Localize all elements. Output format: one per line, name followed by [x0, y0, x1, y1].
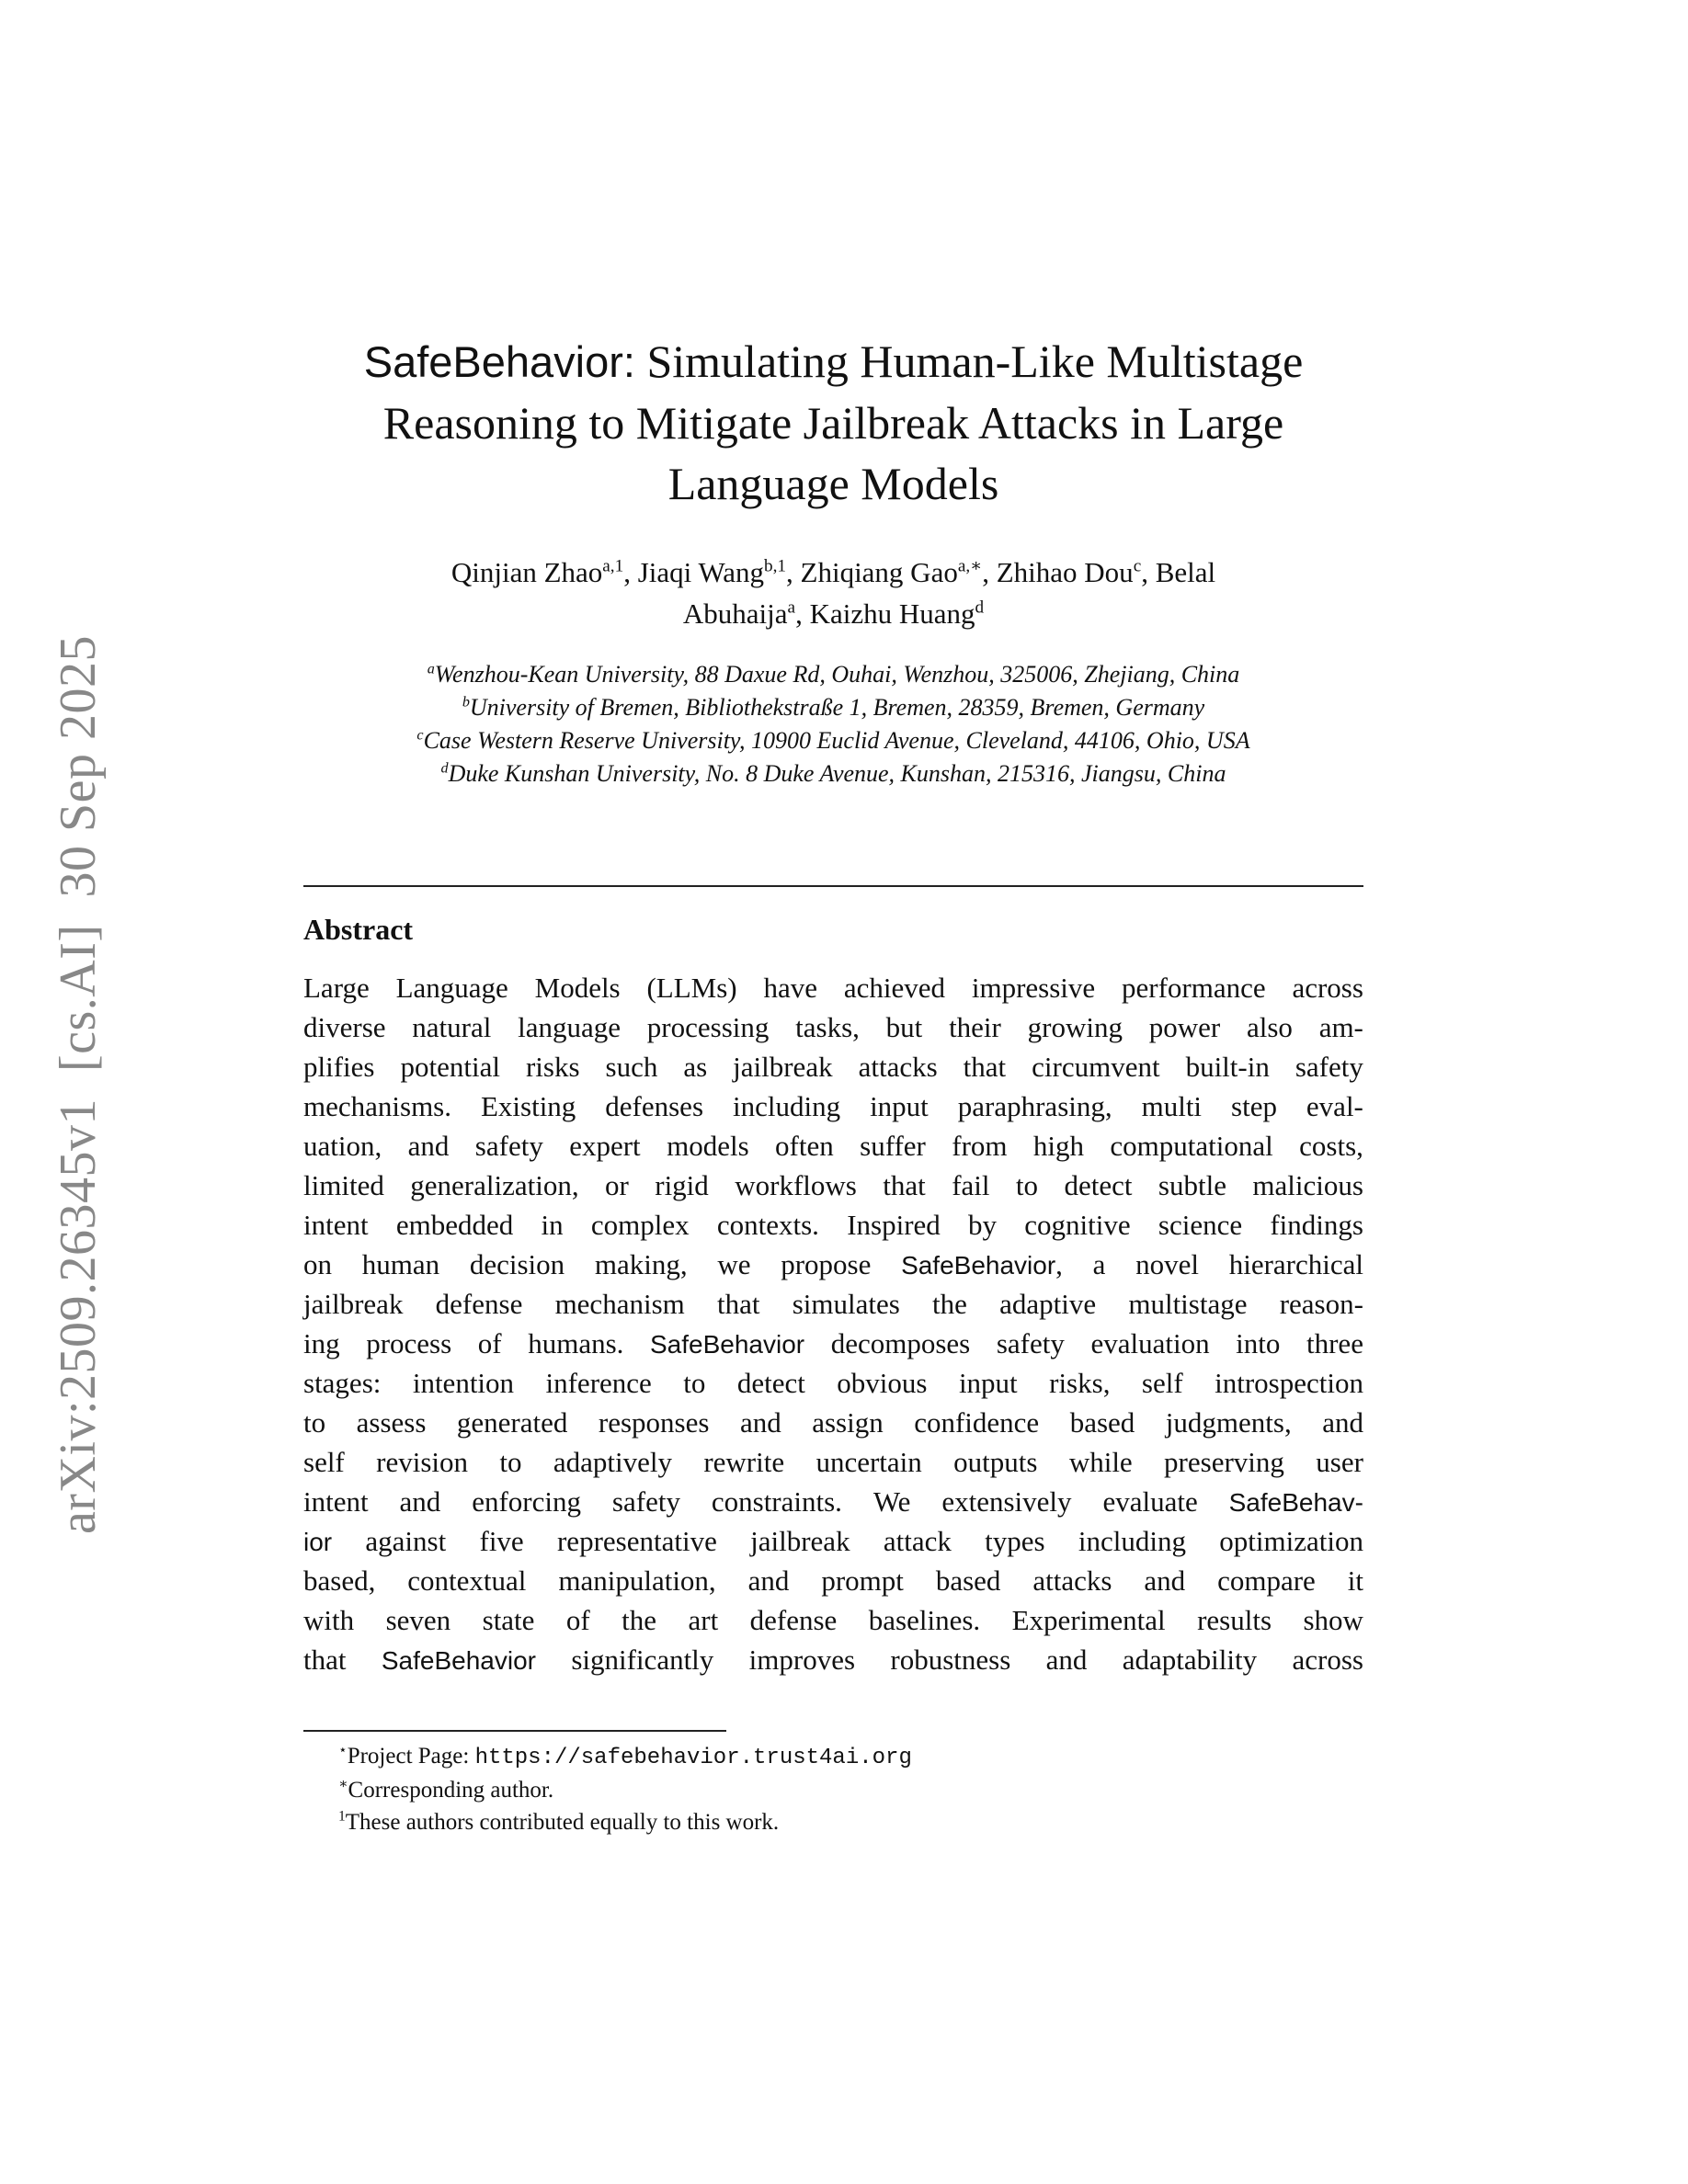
word: defenses: [605, 1090, 704, 1122]
word: jailbreak: [750, 1525, 850, 1557]
abstract-line: [303, 1561, 1363, 1600]
word: intention: [412, 1367, 515, 1399]
word: eval-: [1306, 1090, 1363, 1122]
word: safety: [474, 1130, 543, 1162]
affiliation: [303, 724, 1363, 757]
word: user: [1316, 1446, 1363, 1478]
word: humans.: [528, 1327, 624, 1359]
word: and: [1045, 1644, 1088, 1676]
author-affil-mark: c: [1133, 556, 1142, 576]
word: art: [688, 1604, 719, 1636]
footnote-mark: ∗: [338, 1776, 348, 1792]
author-sep: , Belal: [1141, 556, 1216, 588]
word: built-in: [1185, 1051, 1270, 1083]
word: to: [303, 1406, 326, 1439]
word: tasks,: [795, 1011, 860, 1043]
word: improves: [748, 1644, 856, 1676]
affiliation-mark: c: [416, 727, 424, 744]
word: Experimental: [1011, 1604, 1166, 1636]
word: generated: [456, 1406, 568, 1439]
abstract-line: [303, 1521, 1363, 1561]
word: show: [1303, 1604, 1363, 1636]
word: safety: [611, 1485, 680, 1518]
author-affil-mark: a,∗: [957, 556, 983, 576]
word: ing: [303, 1327, 340, 1359]
word: jailbreak: [303, 1288, 404, 1320]
word: costs,: [1299, 1130, 1363, 1162]
arxiv-identifier: arXiv:2509.26345v1 [cs.AI] 30 Sep 2025: [50, 634, 107, 1535]
word: but: [885, 1011, 923, 1043]
word: on: [303, 1248, 332, 1280]
word: high: [1032, 1130, 1085, 1162]
word: cognitive: [1024, 1209, 1131, 1241]
word: We: [873, 1485, 911, 1518]
word: preserving: [1164, 1446, 1284, 1478]
word: as: [683, 1051, 708, 1083]
word: expert: [569, 1130, 641, 1162]
word: outputs: [953, 1446, 1038, 1478]
word: optimization: [1219, 1525, 1363, 1557]
word: input: [870, 1090, 929, 1122]
affiliation-text: Wenzhou-Kean University, 88 Daxue Rd, Ouhai, Wenzhou, 325006, Zhejiang, China: [434, 661, 1240, 688]
abstract-line: [303, 1047, 1363, 1086]
affiliation-list: [303, 658, 1363, 791]
word: prompt: [821, 1564, 904, 1597]
author-list: [303, 552, 1363, 634]
word: Inspired: [847, 1209, 941, 1241]
word: impressive: [971, 972, 1096, 1004]
word: manipulation,: [558, 1564, 716, 1597]
author-affil-mark: a,1: [602, 556, 624, 576]
word: obvious: [837, 1367, 928, 1399]
word: five: [479, 1525, 524, 1557]
word: complex: [590, 1209, 690, 1241]
word: decomposes: [830, 1327, 971, 1359]
word: to: [1015, 1169, 1039, 1201]
word: intent: [303, 1209, 369, 1241]
word: diverse: [303, 1011, 386, 1043]
word: adaptive: [999, 1288, 1097, 1320]
word: judgments,: [1165, 1406, 1292, 1439]
affiliation-mark: b: [462, 694, 470, 711]
word: to: [683, 1367, 706, 1399]
word: simulates: [792, 1288, 900, 1320]
word: input: [958, 1367, 1018, 1399]
word: contextual: [407, 1564, 527, 1597]
section-divider: [303, 885, 1363, 887]
word: representative: [556, 1525, 717, 1557]
title-line-3: Language Models: [667, 458, 999, 509]
word: and: [399, 1485, 441, 1518]
affiliation: [303, 658, 1363, 691]
word: that: [883, 1169, 926, 1201]
word: evaluation: [1090, 1327, 1210, 1359]
word: performance: [1122, 972, 1266, 1004]
footnote-text: Corresponding author.: [348, 1778, 554, 1803]
method-name: SafeBehavior: [381, 1646, 536, 1675]
word: including: [732, 1090, 841, 1122]
word: from: [952, 1130, 1008, 1162]
word: their: [949, 1011, 1001, 1043]
author-name: Zhiqiang Gao: [800, 556, 958, 588]
word: language: [518, 1011, 622, 1043]
word: paraphrasing,: [957, 1090, 1112, 1122]
word: robustness: [890, 1644, 1011, 1676]
word: also: [1246, 1011, 1293, 1043]
word: extensively: [941, 1485, 1072, 1518]
word: risks: [525, 1051, 580, 1083]
word: multistage: [1128, 1288, 1248, 1320]
word: state: [482, 1604, 535, 1636]
word: step: [1231, 1090, 1277, 1122]
word: models: [667, 1130, 749, 1162]
word: assess: [356, 1406, 427, 1439]
word: with: [303, 1604, 355, 1636]
word: across: [1292, 1644, 1363, 1676]
footnote-divider: [303, 1730, 726, 1732]
word: significantly: [571, 1644, 714, 1676]
abstract-line: [303, 1442, 1363, 1482]
abstract-line: [303, 1126, 1363, 1166]
footnote-mark: 1: [338, 1808, 346, 1825]
abstract-line: [303, 1403, 1363, 1442]
word: propose: [781, 1248, 872, 1280]
title-line-2: Reasoning to Mitigate Jailbreak Attacks in Large: [382, 397, 1284, 449]
word: rewrite: [703, 1446, 785, 1478]
method-name: ior: [303, 1528, 333, 1556]
affiliation: [303, 691, 1363, 724]
word: suffer: [860, 1130, 926, 1162]
word: hierarchical: [1228, 1248, 1363, 1280]
word: stages:: [303, 1367, 382, 1399]
footnote-text: These authors contributed equally to this work.: [345, 1810, 780, 1835]
author-affil-mark: d: [975, 597, 985, 618]
footnote-project: [338, 1740, 912, 1774]
word: risks,: [1049, 1367, 1111, 1399]
word: results: [1197, 1604, 1272, 1636]
project-url-link[interactable]: https://safebehavior.trust4ai.org: [474, 1746, 912, 1770]
word: generalization,: [410, 1169, 579, 1201]
word: intent: [303, 1485, 369, 1518]
word: inference: [545, 1367, 652, 1399]
word: that: [963, 1051, 1007, 1083]
word: making,: [594, 1248, 688, 1280]
abstract-line: [303, 1245, 1363, 1284]
word: the: [932, 1288, 967, 1320]
abstract-line: [303, 1600, 1363, 1640]
word: and: [1322, 1406, 1363, 1439]
word: plifies: [303, 1051, 375, 1083]
word: uncertain: [815, 1446, 922, 1478]
word: rigid: [655, 1169, 709, 1201]
word: Large: [303, 972, 370, 1004]
abstract-line: [303, 1324, 1363, 1363]
word: constraints.: [711, 1485, 842, 1518]
method-name: SafeBehavior: [650, 1330, 805, 1359]
word: against: [365, 1525, 447, 1557]
footnote-equal: [338, 1806, 912, 1838]
method-name: SafeBehav-: [1228, 1488, 1363, 1517]
footnote-corresponding: [338, 1774, 912, 1806]
word: limited: [303, 1169, 384, 1201]
footnote-label: Project Page:: [347, 1744, 475, 1769]
word: safety: [996, 1327, 1065, 1359]
word: and: [1144, 1564, 1186, 1597]
word: mechanism: [554, 1288, 685, 1320]
word: (LLMs): [646, 972, 737, 1004]
word: science: [1158, 1209, 1243, 1241]
word: mechanisms.: [303, 1090, 451, 1122]
abstract-line: [303, 1086, 1363, 1126]
word: responses: [598, 1406, 710, 1439]
word: growing: [1027, 1011, 1123, 1043]
word: including: [1078, 1525, 1186, 1557]
word: attacks: [858, 1051, 938, 1083]
word: compare: [1217, 1564, 1316, 1597]
abstract-line: [303, 968, 1363, 1007]
word: potential: [400, 1051, 500, 1083]
word: natural: [412, 1011, 492, 1043]
word: findings: [1270, 1209, 1363, 1241]
author-sep: ,: [786, 556, 801, 588]
word: decision: [469, 1248, 565, 1280]
affiliation-mark: d: [440, 760, 449, 777]
word: Language: [395, 972, 508, 1004]
abstract-heading: Abstract: [303, 913, 414, 946]
word: it: [1347, 1564, 1363, 1597]
method-name: SafeBehavior,: [901, 1248, 1063, 1280]
word: detect: [1064, 1169, 1133, 1201]
abstract-line: [303, 1284, 1363, 1324]
word: subtle: [1158, 1169, 1226, 1201]
word: safety: [1295, 1051, 1363, 1083]
abstract-line: [303, 1482, 1363, 1521]
word: across: [1292, 972, 1363, 1004]
word: fail: [952, 1169, 990, 1201]
word: a: [1092, 1248, 1106, 1280]
word: of: [565, 1604, 590, 1636]
abstract-body: [303, 968, 1363, 1679]
word: achieved: [843, 972, 945, 1004]
author-affil-mark: a: [787, 597, 796, 618]
word: that: [716, 1288, 760, 1320]
affiliation-mark: a: [427, 661, 435, 677]
word: into: [1236, 1327, 1281, 1359]
title-line-1: Simulating Human-Like Multistage: [634, 336, 1304, 387]
author-name: Zhihao Dou: [996, 556, 1134, 588]
word: to: [499, 1446, 522, 1478]
author-sep: ,: [982, 556, 997, 588]
word: circumvent: [1032, 1051, 1160, 1083]
word: revision: [376, 1446, 468, 1478]
word: contexts.: [716, 1209, 819, 1241]
author-affil-mark: b,1: [764, 556, 787, 576]
word: multi: [1141, 1090, 1203, 1122]
word: based: [935, 1564, 1001, 1597]
word: such: [605, 1051, 658, 1083]
footnotes: [338, 1740, 912, 1838]
word: workflows: [735, 1169, 857, 1201]
word: power: [1148, 1011, 1221, 1043]
affiliation-text: Duke Kunshan University, No. 8 Duke Avenue, Kunshan, 215316, Jiangsu, China: [448, 760, 1226, 787]
word: jailbreak: [733, 1051, 833, 1083]
abstract-line: [303, 1166, 1363, 1205]
word: Existing: [480, 1090, 576, 1122]
word: embedded: [395, 1209, 514, 1241]
word: uation,: [303, 1130, 382, 1162]
word: by: [968, 1209, 998, 1241]
word: am-: [1318, 1011, 1363, 1043]
word: and: [747, 1564, 790, 1597]
footnote-mark: ⋆: [338, 1742, 348, 1758]
author-name: Qinjian Zhao: [451, 556, 603, 588]
word: the: [622, 1604, 657, 1636]
word: defense: [435, 1288, 523, 1320]
word: self: [303, 1446, 345, 1478]
word: defense: [749, 1604, 838, 1636]
abstract-line: [303, 1007, 1363, 1047]
title-method-name: SafeBehavior:: [363, 337, 635, 386]
word: attacks: [1032, 1564, 1112, 1597]
word: malicious: [1252, 1169, 1363, 1201]
word: and: [739, 1406, 781, 1439]
author-name: Kaizhu Huang: [809, 597, 975, 630]
word: reason-: [1279, 1288, 1363, 1320]
abstract-line: [303, 1640, 1363, 1679]
word: or: [605, 1169, 629, 1201]
word: attack: [883, 1525, 952, 1557]
abstract-line: [303, 1363, 1363, 1403]
word: seven: [385, 1604, 451, 1636]
author-name: Jiaqi Wang: [637, 556, 764, 588]
word: have: [763, 972, 817, 1004]
word: that: [303, 1644, 347, 1676]
word: self: [1141, 1367, 1183, 1399]
word: Models: [534, 972, 621, 1004]
word: enforcing: [472, 1485, 581, 1518]
word: detect: [736, 1367, 805, 1399]
word: and: [407, 1130, 450, 1162]
abstract-line: [303, 1205, 1363, 1245]
author-name: Abuhaija: [682, 597, 788, 630]
affiliation-text: Case Western Reserve University, 10900 Euclid Avenue, Cleveland, 44106, Ohio, USA: [423, 727, 1250, 754]
word: often: [775, 1130, 834, 1162]
word: adaptively: [553, 1446, 672, 1478]
word: evaluate: [1102, 1485, 1198, 1518]
word: computational: [1110, 1130, 1273, 1162]
word: in: [541, 1209, 564, 1241]
word: three: [1306, 1327, 1363, 1359]
word: introspection: [1215, 1367, 1363, 1399]
word: novel: [1135, 1248, 1199, 1280]
word: processing: [646, 1011, 770, 1043]
affiliation: [303, 757, 1363, 791]
word: of: [477, 1327, 502, 1359]
word: human: [361, 1248, 440, 1280]
word: process: [366, 1327, 452, 1359]
word: baselines.: [868, 1604, 981, 1636]
word: we: [717, 1248, 751, 1280]
word: based: [1069, 1406, 1135, 1439]
author-sep: ,: [623, 556, 638, 588]
word: assign: [812, 1406, 884, 1439]
author-sep: ,: [795, 597, 810, 630]
word: adaptability: [1122, 1644, 1258, 1676]
paper-title: [303, 331, 1363, 514]
affiliation-text: University of Bremen, Bibliothekstraße 1, Bremen, 28359, Bremen, Germany: [469, 694, 1205, 721]
word: based,: [303, 1564, 376, 1597]
word: confidence: [914, 1406, 1040, 1439]
word: types: [985, 1525, 1045, 1557]
word: while: [1068, 1446, 1133, 1478]
